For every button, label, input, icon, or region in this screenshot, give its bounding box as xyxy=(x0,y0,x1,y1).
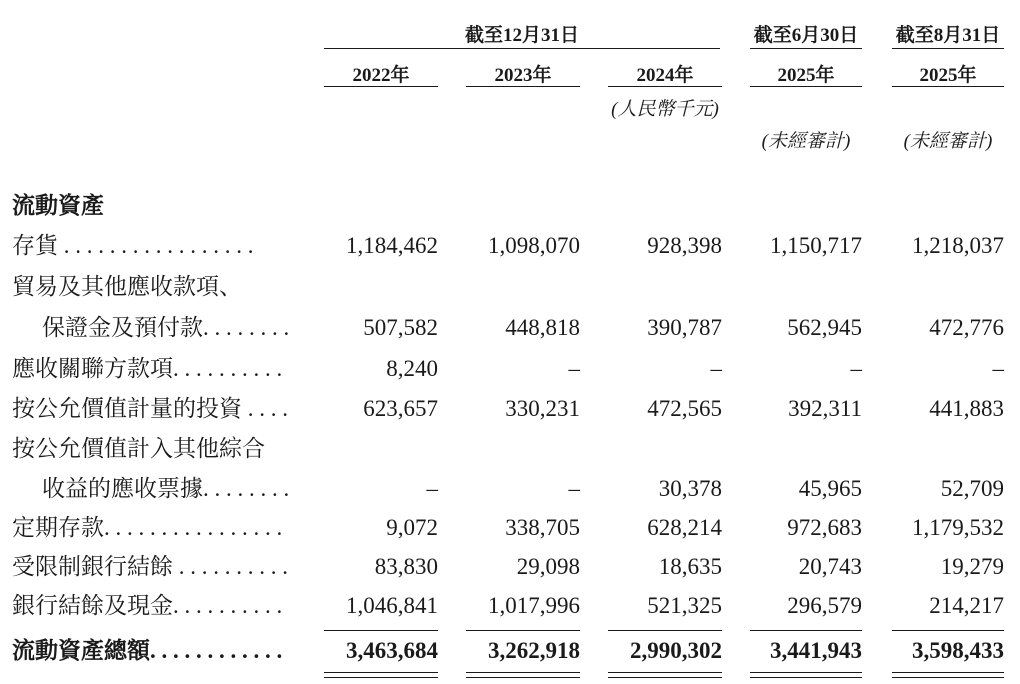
row-value: 1,017,996 xyxy=(488,593,580,618)
row-value: 562,945 xyxy=(787,315,862,340)
row-value: 390,787 xyxy=(647,315,722,340)
header-group-aug-rule xyxy=(892,48,1004,49)
double-underline-top xyxy=(608,672,722,673)
row-label-related-party: 應收關聯方款項. . . . . . . . . . xyxy=(12,356,283,381)
row-value: – xyxy=(992,356,1004,381)
row-value: 18,635 xyxy=(658,554,722,579)
row-label-restricted-bank-balances: 受限制銀行結餘 . . . . . . . . . . xyxy=(12,554,288,579)
row-value: 330,231 xyxy=(505,396,580,421)
unaudited-note-aug: (未經審計) xyxy=(903,131,993,152)
row-label-trade-receivables-line1: 貿易及其他應收款項、 xyxy=(12,274,242,299)
row-value: 392,311 xyxy=(788,396,862,421)
header-group-jun: 截至6月30日 xyxy=(753,25,859,46)
subtotal-rule xyxy=(608,630,722,631)
year-rule-2024 xyxy=(608,86,722,87)
header-group-dec-rule xyxy=(324,48,720,49)
row-value: – xyxy=(710,356,722,381)
double-underline-bottom xyxy=(608,677,722,678)
total-value: 3,463,684 xyxy=(346,638,438,663)
row-value: 1,098,070 xyxy=(488,233,580,258)
row-value: 441,883 xyxy=(929,396,1004,421)
subtotal-rule xyxy=(324,630,438,631)
total-value: 2,990,302 xyxy=(630,638,722,663)
row-label-trade-receivables-line2: 保證金及預付款. . . . . . . . xyxy=(42,315,290,340)
header-year-2023: 2023年 xyxy=(494,65,552,86)
header-group-jun-rule xyxy=(750,48,862,49)
double-underline-bottom xyxy=(750,677,862,678)
subtotal-rule xyxy=(892,630,1004,631)
header-group-aug: 截至8月31日 xyxy=(895,25,1001,46)
section-title: 流動資產 xyxy=(12,193,104,218)
total-value: 3,441,943 xyxy=(770,638,862,663)
year-rule-2025-jun xyxy=(750,86,862,87)
header-year-2025-jun: 2025年 xyxy=(777,65,835,86)
row-value: 928,398 xyxy=(647,233,722,258)
double-underline-bottom xyxy=(466,677,580,678)
row-value: 30,378 xyxy=(658,476,722,501)
row-value: 296,579 xyxy=(787,593,862,618)
row-value: 19,279 xyxy=(940,554,1004,579)
row-value: 623,657 xyxy=(363,396,438,421)
total-value: 3,598,433 xyxy=(912,638,1004,663)
double-underline-top xyxy=(750,672,862,673)
year-rule-2022 xyxy=(324,86,438,87)
unaudited-note-jun: (未經審計) xyxy=(761,131,851,152)
row-value: 1,218,037 xyxy=(912,233,1004,258)
row-value: 29,098 xyxy=(516,554,580,579)
row-value: 472,565 xyxy=(647,396,722,421)
row-value: 628,214 xyxy=(647,515,722,540)
row-value: 20,743 xyxy=(798,554,862,579)
row-value: – xyxy=(568,476,580,501)
row-value: 9,072 xyxy=(386,515,438,540)
row-value: 1,046,841 xyxy=(346,593,438,618)
row-label-fair-value-investments: 按公允價值計量的投資 . . . . xyxy=(12,396,288,421)
subtotal-rule xyxy=(466,630,580,631)
row-label-fvoci-line1: 按公允價值計入其他綜合 xyxy=(12,436,265,461)
row-label-time-deposits: 定期存款. . . . . . . . . . . . . . . . xyxy=(12,515,283,540)
header-year-2025-aug: 2025年 xyxy=(919,65,977,86)
row-value: – xyxy=(426,476,438,501)
total-label: 流動資產總額. . . . . . . . . . . . xyxy=(12,638,283,663)
row-value: 8,240 xyxy=(386,356,438,381)
row-label-fvoci-line2: 收益的應收票據. . . . . . . . xyxy=(42,476,290,501)
header-year-2024: 2024年 xyxy=(636,65,694,86)
double-underline-top xyxy=(466,672,580,673)
row-value: 521,325 xyxy=(647,593,722,618)
row-label-inventory: 存貨 . . . . . . . . . . . . . . . . . xyxy=(12,233,254,258)
row-value: 45,965 xyxy=(798,476,862,501)
row-value: – xyxy=(568,356,580,381)
row-value: 1,150,717 xyxy=(770,233,862,258)
double-underline-top xyxy=(324,672,438,673)
currency-note: (人民幣千元) xyxy=(611,99,719,120)
subtotal-rule xyxy=(750,630,862,631)
row-value: 507,582 xyxy=(363,315,438,340)
header-year-2022: 2022年 xyxy=(352,65,410,86)
year-rule-2023 xyxy=(466,86,580,87)
row-value: 1,184,462 xyxy=(346,233,438,258)
total-value: 3,262,918 xyxy=(488,638,580,663)
row-value: 83,830 xyxy=(374,554,438,579)
year-rule-2025-aug xyxy=(892,86,1004,87)
row-value: 1,179,532 xyxy=(912,515,1004,540)
row-value: 52,709 xyxy=(940,476,1004,501)
header-group-dec: 截至12月31日 xyxy=(464,25,579,46)
row-value: 972,683 xyxy=(787,515,862,540)
row-value: 214,217 xyxy=(929,593,1004,618)
row-value: 338,705 xyxy=(505,515,580,540)
row-value: 448,818 xyxy=(505,315,580,340)
row-value: – xyxy=(850,356,862,381)
row-value: 472,776 xyxy=(929,315,1004,340)
double-underline-top xyxy=(892,672,1004,673)
double-underline-bottom xyxy=(324,677,438,678)
double-underline-bottom xyxy=(892,677,1004,678)
row-label-bank-balances-cash: 銀行結餘及現金. . . . . . . . . . xyxy=(12,593,283,618)
